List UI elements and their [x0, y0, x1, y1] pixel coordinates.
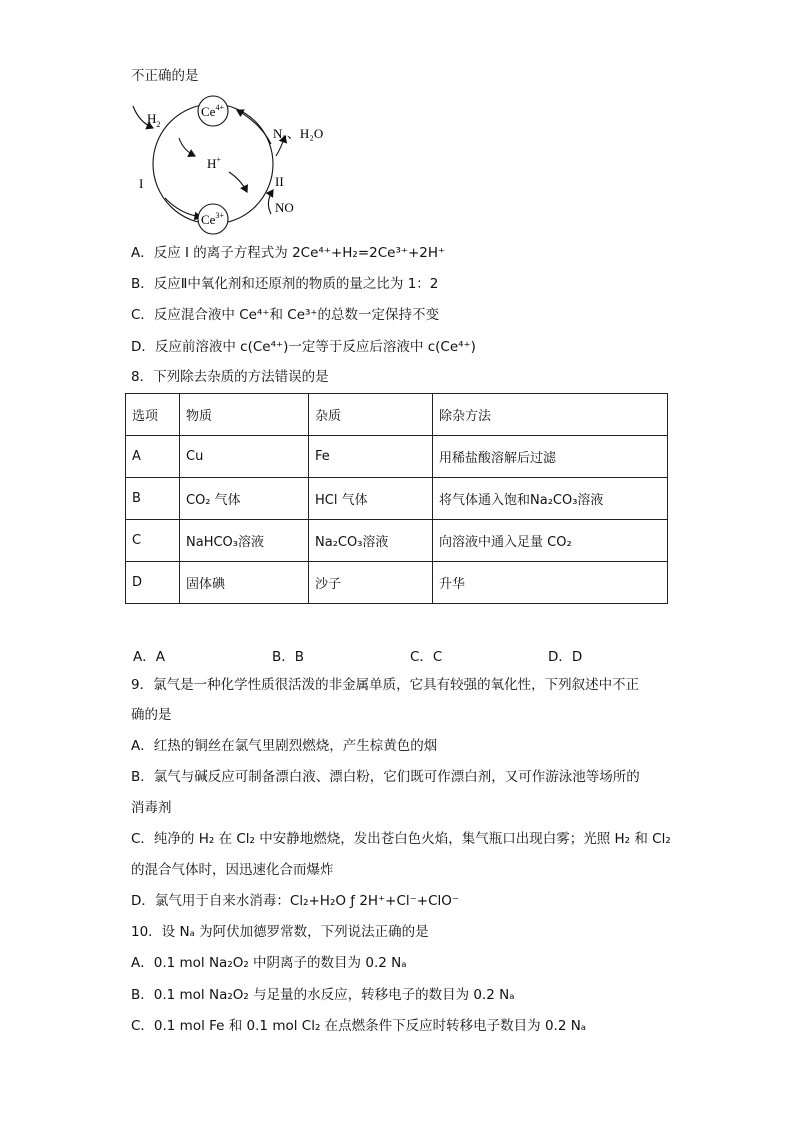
hplus-label: H+	[207, 155, 221, 171]
table-cell: Fe	[309, 436, 433, 478]
q8-answer-a: A．A	[133, 649, 165, 665]
table-cell: 向溶液中通入足量 CO₂	[433, 520, 668, 562]
reaction-1-label: I	[139, 176, 144, 191]
q8-answer-d: D．D	[548, 649, 583, 665]
table-row	[126, 478, 668, 520]
ce4-label: $Ce^{4+}$	[201, 103, 224, 119]
table-cell: B	[126, 478, 180, 520]
hplus-arrow-in	[179, 138, 195, 156]
q10-option-a: A．0.1 mol Na₂O₂ 中阴离子的数目为 0.2 Nₐ	[131, 955, 407, 971]
h2-label: $H_2$	[147, 111, 161, 129]
q9-stem-line1: 9．氯气是一种化学性质很活泼的非金属单质，它具有较强的氧化性，下列叙述中不正	[131, 677, 640, 693]
table-cell: 将气体通入饱和Na₂CO₃溶液	[433, 478, 668, 520]
q7-option-c: C．反应混合液中 Ce⁴⁺和 Ce³⁺的总数一定保持不变	[131, 307, 440, 323]
q9-option-b-line1: B．氯气与碱反应可制备漂白液、漂白粉，它们既可作漂白剂，又可作游泳池等场所的	[131, 769, 640, 785]
ce3-label: $Ce^{3+}$	[201, 211, 224, 227]
table-row	[126, 520, 668, 562]
q8-stem: 8．下列除去杂质的方法错误的是	[131, 369, 329, 385]
table-cell: D	[126, 562, 180, 604]
n2-h2o-label: N₂、H₂O	[273, 126, 324, 141]
table-cell: CO₂ 气体	[180, 478, 309, 520]
q9-option-b-line2: 消毒剂	[131, 800, 172, 816]
q10-stem: 10．设 Nₐ 为阿伏加德罗常数，下列说法正确的是	[131, 924, 429, 940]
table-cell: 固体碘	[180, 562, 309, 604]
no-in-arrow	[268, 190, 273, 214]
q8-table	[125, 393, 668, 604]
q7-option-a: A．反应 I 的离子方程式为 2Ce⁴⁺+H₂=2Ce³⁺+2H⁺	[131, 245, 446, 261]
table-cell: C	[126, 520, 180, 562]
table-cell: NaHCO₃溶液	[180, 520, 309, 562]
table-cell: HCl 气体	[309, 478, 433, 520]
reaction-cycle-diagram	[125, 92, 345, 237]
header-cell: 物质	[180, 394, 309, 436]
header-cell: 杂质	[309, 394, 433, 436]
arrow-reaction-2	[237, 110, 271, 144]
q7-option-d: D．反应前溶液中 c(Ce⁴⁺)一定等于反应后溶液中 c(Ce⁴⁺)	[131, 339, 476, 355]
q7-option-b: B．反应Ⅱ中氧化剂和还原剂的物质的量之比为 1：2	[131, 276, 439, 292]
table-cell: A	[126, 436, 180, 478]
q9-option-a: A．红热的铜丝在氯气里剧烈燃烧，产生棕黄色的烟	[131, 738, 438, 754]
table-row	[126, 562, 668, 604]
q8-answer-b: B．B	[272, 649, 305, 665]
q10-option-b: B．0.1 mol Na₂O₂ 与足量的水反应，转移电子的数目为 0.2 Nₐ	[131, 987, 515, 1003]
hplus-arrow-out	[229, 172, 247, 192]
table-cell: 用稀盐酸溶解后过滤	[433, 436, 668, 478]
q9-option-c-line1: C．纯净的 H₂ 在 Cl₂ 中安静地燃烧，发出苍白色火焰，集气瓶口出现白雾；光照 H₂ 和 Cl₂	[131, 831, 671, 847]
table-cell: 升华	[433, 562, 668, 604]
header-cell: 选项	[126, 394, 180, 436]
table-header-row	[126, 394, 668, 436]
arrow-reaction-1	[165, 198, 201, 217]
no-label: NO	[275, 200, 294, 215]
q9-option-c-line2: 的混合气体时，因迅速化合而爆炸	[131, 862, 334, 878]
header-cell: 除杂方法	[433, 394, 668, 436]
reaction-2-label: II	[275, 174, 284, 189]
table-cell: Cu	[180, 436, 309, 478]
table-row	[126, 436, 668, 478]
table-cell: 沙子	[309, 562, 433, 604]
q7-stem-tail: 不正确的是	[131, 68, 199, 84]
q9-option-d: D．氯气用于自来水消毒：Cl₂+H₂O ƒ 2H⁺+Cl⁻+ClO⁻	[131, 893, 460, 909]
q9-stem-line2: 确的是	[131, 707, 172, 723]
table-cell: Na₂CO₃溶液	[309, 520, 433, 562]
q8-answer-c: C．C	[410, 649, 443, 665]
q10-option-c: C．0.1 mol Fe 和 0.1 mol Cl₂ 在点燃条件下反应时转移电子数目为 0.2 Nₐ	[131, 1018, 587, 1034]
